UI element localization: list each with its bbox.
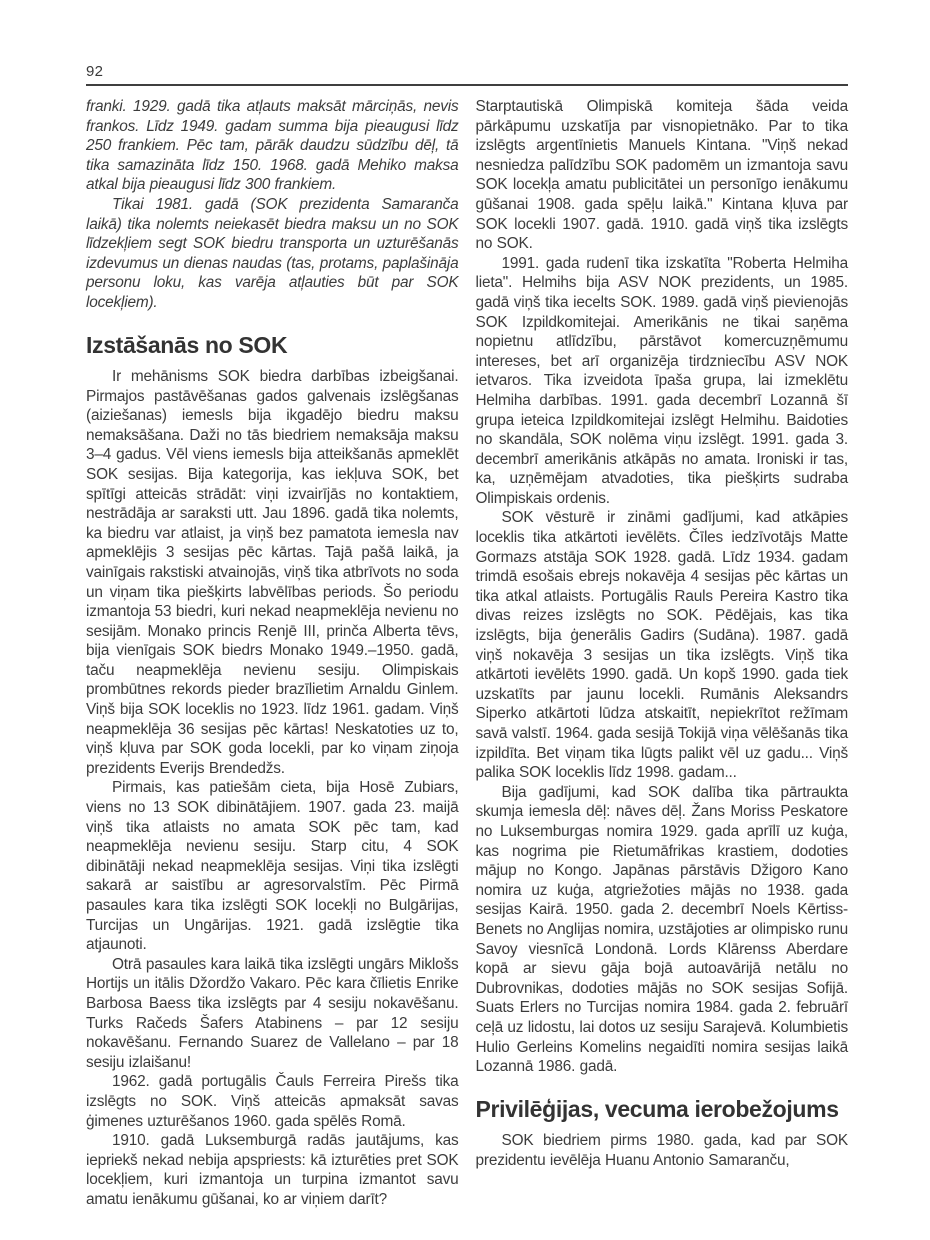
page-header [86,64,848,86]
paragraph-1962-portugal: 1962. gadā portugālis Čauls Ferreira Pirešs tika izslēgts no SOK. Viņš atteicās apmaksāt savas ģimenes uzturēšanos 1960. gada spēlēs Romā. [86,1073,459,1130]
left-column [86,97,459,1210]
paragraph-kintana-case: Starptautiskā Olimpiskā komiteja šāda veida pārkāpumu uzskatīja par visnopietnāko. Par to tika izslēgts argentīnietis Manuels Kintana. "Viņš nekad nesniedza palīdzību SOK padomēm un izmantoja savu SOK locekļa amatu publicitātei un personīgo ienākumu gūšanai 1908. gada spēļu laikā." Kintana kļuva par SOK locekli 1907. gadā. 1910. gadā viņš tika izslēgts no SOK. [475,98,848,253]
right-column [476,97,849,1210]
two-column-layout [86,97,848,1210]
page-number: 92 [86,63,104,80]
paragraph-franc-fees: franki. 1929. gadā tika atļauts maksāt mārciņās, nevis frankos. Līdz 1949. gadam summa bija pieaugusi līdz 250 frankiem. Pēc tam, pārāk daudzu sūdzību dēļ, tā tika samazināta līdz 150. 1968. gadā Mehiko maksa atkal bija pieaugusi līdz 300 frankiem. [86,98,459,194]
paragraph-wwii-expulsions: Otrā pasaules kara laikā tika izslēgti ungārs Miklošs Hortijs un itālis Džordžo Vakaro. Pēc kara čīlietis Enrike Barbosa Baess tika izslēgts par 4 sesiju nokavēšanu. Turks Račeds Šafers Atabinens – par 12 sesiju nokavēšanu. Fernando Suarez de Vallelano – par 18 sesiju izlaišanu! [86,955,459,1071]
paragraph-first-expelled: Pirmais, kas patiešām cieta, bija Hosē Zubiars, viens no 13 SOK dibinātājiem. 1907. gada 23. maijā viņš tika atlaists no amata SOK pēc tam, kad neapmeklēja nevienu sesiju. Starp citu, 4 SOK dibinātāji nekad neapmeklēja sesijas. Viņi tika izslēgti sakarā ar saistību ar agresorvalstīm. Pēc Pirmā pasaules kara tika izslēgti SOK locekļi no Bulgārijas, Turcijas un Ungārijas. 1921. gadā izslēgtie tika atjaunoti. [86,779,459,954]
paragraph-privileges-intro: SOK biedriem pirms 1980. gada, kad par SOK prezidentu ievēlēja Huanu Antonio Samaranču, [475,1132,848,1169]
paragraph-1981-decision: Tikai 1981. gadā (SOK prezidenta Samaranča laikā) tika nolemts neiekasēt biedra maksu un no SOK līdzekļiem segt SOK biedru transporta un uzturēšanās izdevumus un dienas naudas (tas, protams, paplašināja personu loku, kas varēja atļauties būt par SOK locekļiem). [86,195,459,311]
paragraph-helmick-case: 1991. gada rudenī tika izskatīta "Roberta Helmiha lieta". Helmihs bija ASV NOK prezidents, un 1985. gadā viņš tika iecelts SOK. 1989. gadā viņš pievienojās SOK Izpildkomitejai. Amerikānis ne tikai saņēma nopietnu atlīdzību, pārstāvot komercuzņēmumu intereses, bet arī organizēja tirdzniecību ASV NOK ietvaros. Tika izveidota īpaša grupa, lai izmeklētu Helmiha darbības. 1991. gada decembrī Lozannā šī grupa ieteica Izpildkomitejai izslēgt Helmihu. Baidoties no skandāla, SOK nolēma viņu izslēgt. 1991. gada 3. decembrī amerikānis atkāpās no amata. Ironiski ir tas, ka, uzņēmējam atvadoties, tika piešķirts sudraba Olimpiskais ordenis. [475,254,848,507]
paragraph-expulsion-mechanism: Ir mehānisms SOK biedra darbības izbeigšanai. Pirmajos pastāvēšanas gados galvenais izslēgšanas (aiziešanas) iemesls bija ikgadējo biedru maksu nemaksāšana. Daži no tās biedriem nemaksāja maksu 3–4 gadus. Vēl viens iemesls bija atteikšanās apmeklēt SOK sesijas. Bija kategorija, kas iekļuva SOK, bet spītīgi atteicās strādāt: viņi izvairījās no kontaktiem, nestrādāja ar saraksti utt. Jau 1896. gadā tika nolemts, ka biedru var atlaist, ja viņš bez pamatota iemesla nav apmeklējis 3 sesijas pēc kārtas. Tajā pašā laikā, ja vainīgais rakstiski atvainojās, viņš tika atbrīvots no soda un viņam tika piešķirts labvēlības periods. Šo periodu izmantoja 53 biedri, kuri nekad neapmeklēja nevienu no sesijām. Monako princis Renjē III, prinča Alberta tēvs, bija vienīgais SOK biedrs Monako 1949.–1950. gadā, taču neapmeklēja nevienu sesiju. Olimpiskais prombūtnes rekords pieder brazīlietim Arnaldu Ginlem. Viņš bija SOK loceklis no 1923. līdz 1961. gadam. Viņš neapmeklēja 36 sesijas pēc kārtas! Neskatoties uz to, viņš kļuva par SOK goda locekli, par ko viņam ziņoja prezidents Everijs Brendedžs. [86,367,459,777]
paragraph-reelected-members: SOK vēsturē ir zināmi gadījumi, kad atkāpies loceklis tika atkārtoti ievēlēts. Čīles iedzīvotājs Matte Gormazs atstāja SOK 1928. gadā. Līdz 1934. gadam trimdā esošais ebrejs nokavēja 4 sesijas pēc kārtas un tika atkal atlaists. Portugālis Rauls Pereira Kastro tika divas reizes izslēgts no SOK. Pēdējais, kas tika izslēgts, bija ģenerālis Gadirs (Sudāna). 1987. gadā viņš nokavēja 3 sesijas un tika izslēgts. Viņš tika atkārtoti ievēlēts 1990. gadā. Un kopš 1990. gada tiek uzskatīts par jaunu locekli. Rumānis Aleksandrs Siperko atkārtoti lūdza atskaitīt, nepiekrītot režīmam savā valstī. 1964. gada sesijā Tokijā viņa vēlēšanās tika izpildīta. Bet viņam tika lūgts palikt vēl uz gadu... Viņš palika SOK loceklis līdz 1998. gadam... [475,509,848,782]
section-heading-privilegijas: Privilēģijas, vecuma ierobežojums [475,1095,839,1122]
header-rule [86,84,848,86]
paragraph-1910-luxembourg: 1910. gadā Luksemburgā radās jautājums, kas iepriekš nekad nebija apspriests: kā izturēties pret SOK locekļiem, kuri izmantoja un turpina izmantot savu amatu ienākumu gūšanai, ko ar viņiem darīt? [86,1132,459,1208]
section-heading-izstasanas-no-sok: Izstāšanās no SOK [86,331,288,358]
paragraph-deaths: Bija gadījumi, kad SOK dalība tika pārtraukta skumja iemesla dēļ: nāves dēļ. Žans Moriss Peskatore no Luksemburgas nomira 1929. gada aprīlī uz kuģa, kas nogrima pie Rietumāfrikas krastiem, dodoties mājup no Kongo. Japānas pārstāvis Džigoro Kano nomira uz kuģa, atgriežoties mājās no 1938. gada sesijas Kairā. 1950. gada 2. decembrī Noels Kērtiss-Benets no Anglijas nomira, uzstājoties ar olimpisko runu Savoy viesnīcā Londonā. Lords Klārenss Aberdare kopā ar sievu gāja bojā autoavārijā netālu no Dubrovnikas, dodoties mājās no SOK sesijas Sofijā. Suats Erlers no Turcijas nomira 1984. gada 2. februārī ceļā uz lidostu, lai dotos uz sesiju Sarajevā. Kolumbietis Hulio Gerleins Komelins negaidīti nomira sesijas laikā Lozannā 1986. gadā. [475,783,848,1076]
